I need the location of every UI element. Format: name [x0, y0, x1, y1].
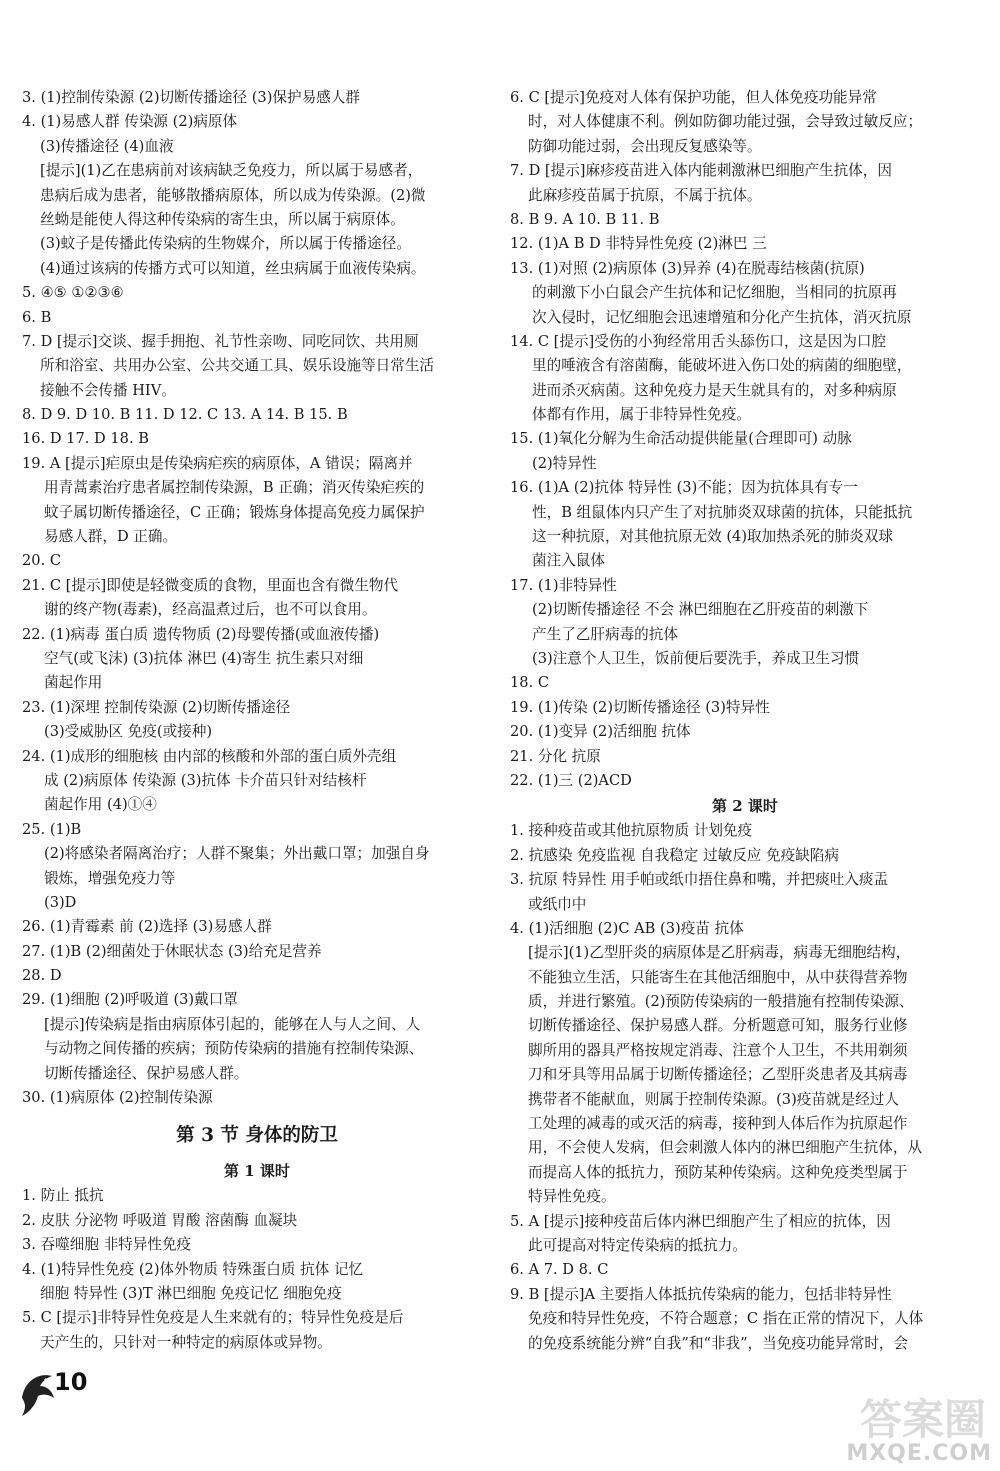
text-line: 特异性免疫。	[528, 1188, 616, 1206]
text-line: 21. 分化 抗原	[510, 747, 601, 765]
text-line: 1. 接种疫苗或其他抗原物质 计划免疫	[510, 822, 753, 840]
text-line: 所和浴室、共用办公室、公共交通工具、娱乐设施等日常生活	[40, 357, 435, 375]
text-line: 菌起作用 (4)①④	[44, 796, 157, 814]
text-line: [提示](1)乙在患病前对该病缺乏免疫力，所以属于易感者，	[40, 162, 423, 180]
text-line: 28. D	[22, 967, 62, 985]
text-line: 用，不会使人发病，但会刺激人体内的淋巴细胞产生抗体，从	[528, 1139, 923, 1157]
text-line: 或纸巾中	[528, 895, 587, 913]
text-line: 8. B 9. A 10. B 11. B	[510, 210, 660, 228]
text-line: 接触不会传播 HIV。	[40, 381, 176, 399]
text-line: 22. (1)病毒 蛋白质 遗传物质 (2)母婴传播(或血液传播)	[22, 625, 380, 643]
text-line: 产生了乙肝病毒的抗体	[532, 625, 678, 643]
text-line: 脚所用的器具严格按规定消毒、注意个人卫生，不共用剃须	[528, 1041, 908, 1059]
text-line: 进而杀灭病菌。这种免疫力是天生就具有的，对多种病原	[532, 381, 897, 399]
text-line: 菌起作用	[44, 674, 103, 692]
lesson-heading: 第 1 课时	[224, 1162, 290, 1181]
text-line: 里的唾液含有溶菌酶，能破坏进入伤口处的病菌的细胞壁，	[532, 357, 912, 375]
text-line: 27. (1)B (2)细菌处于休眠状态 (3)给充足营养	[22, 942, 322, 960]
text-line: 2. 抗感染 免疫监视 自我稳定 过敏反应 免疫缺陷病	[510, 846, 839, 864]
text-line: 防御功能过弱，会出现反复感染等。	[528, 137, 762, 155]
text-line: 23. (1)深埋 控制传染源 (2)切断传播途径	[22, 698, 291, 716]
text-line: 24. (1)成形的细胞核 由内部的核酸和外部的蛋白质外壳组	[22, 747, 397, 765]
text-line: 25. (1)B	[22, 820, 82, 838]
text-line: 15. (1)氧化分解为生命活动提供能量(合理即可) 动脉	[510, 430, 852, 448]
text-line: 天产生的，只针对一种特定的病原体或异物。	[40, 1333, 332, 1351]
text-line: [提示](1)乙型肝炎的病原体是乙肝病毒，病毒无细胞结构，	[528, 944, 911, 962]
text-line: 20. (1)变异 (2)活细胞 抗体	[510, 723, 691, 741]
text-line: 4. (1)活细胞 (2)C AB (3)疫苗 抗体	[510, 919, 744, 937]
text-line: 时，对人体健康不利。例如防御功能过强，会导致过敏反应；	[528, 113, 923, 131]
text-line: 4. (1)易感人群 传染源 (2)病原体	[22, 113, 238, 131]
text-line: 6. A 7. D 8. C	[510, 1261, 609, 1279]
text-line: 菌注入鼠体	[532, 552, 605, 570]
text-line: 19. A [提示]疟原虫是传染病疟疾的病原体，A 错误；隔离并	[22, 454, 413, 472]
right-column	[510, 86, 980, 1356]
text-line: (3)受威胁区 免疫(或接种)	[44, 723, 213, 741]
text-line: 14. C [提示]受伤的小狗经常用舌头舔伤口，这是因为口腔	[510, 332, 887, 350]
text-line: 7. D [提示]交谈、握手拥抱、礼节性亲吻、同吃同饮、共用厕	[22, 332, 419, 350]
text-line: 21. C [提示]即使是轻微变质的食物，里面也含有微生物代	[22, 576, 399, 594]
text-line: 不能独立生活，只能寄生在其他活细胞中，从中获得营养物	[528, 968, 908, 986]
text-line: (3)蚊子是传播此传染病的生物媒介，所以属于传播途径。	[40, 235, 411, 253]
text-line: 5. C [提示]非特异性免疫是人生来就有的；特异性免疫是后	[22, 1309, 404, 1327]
text-line: (2)特异性	[532, 454, 597, 472]
text-line: [提示]传染病是指由病原体引起的，能够在人与人之间、人	[44, 1015, 421, 1033]
watermark-url: MXQE.COM	[846, 1441, 992, 1466]
text-line: 的免疫系统能分辨“自我”和“非我”，当免疫功能异常时，会	[528, 1334, 909, 1352]
text-line: (3)注意个人卫生，饭前便后要洗手，养成卫生习惯	[532, 649, 860, 667]
text-line: 7. D [提示]麻疹疫苗进入体内能刺激淋巴细胞产生抗体，因	[510, 162, 892, 180]
text-line: (2)切断传播途径 不会 淋巴细胞在乙肝疫苗的刺激下	[532, 601, 869, 619]
watermark-logo	[800, 1385, 1000, 1470]
text-line: (2)将感染者隔离治疗；人群不聚集；外出戴口罩；加强自身	[44, 845, 430, 863]
text-line: 3. (1)控制传染源 (2)切断传播途径 (3)保护易感人群	[22, 89, 360, 106]
text-line: 患病后成为患者，能够散播病原体，所以成为传染源。(2)微	[40, 186, 426, 204]
text-line: 18. C	[510, 674, 550, 692]
text-line: 5. ④⑤ ①②③⑥	[22, 284, 124, 302]
text-line: 质，并进行繁殖。(2)预防传染病的一般措施有控制传染源、	[528, 993, 914, 1011]
text-line: 性，B 组鼠体内只产生了对抗肺炎双球菌的抗体，只能抵抗	[532, 503, 913, 521]
text-line: 16. (1)A (2)抗体 特异性 (3)不能；因为抗体具有专一	[510, 479, 858, 497]
text-line: 22. (1)三 (2)ACD	[510, 771, 632, 789]
lesson-heading: 第 2 课时	[712, 797, 778, 816]
text-line: 这一种抗原，对其他抗原无效 (4)取加热杀死的肺炎双球	[532, 528, 893, 546]
text-line: 此可提高对特定传染病的抵抗力。	[528, 1236, 747, 1254]
text-line: 切断传播途径、保护易感人群。	[44, 1064, 249, 1082]
text-line: 次入侵时，记忆细胞会迅速增殖和分化产生抗体，消灭抗原	[532, 308, 912, 326]
text-line: 30. (1)病原体 (2)控制传染源	[22, 1089, 213, 1107]
text-line: 1. 防止 抵抗	[22, 1187, 104, 1205]
text-line: 3. 吞噬细胞 非特异性免疫	[22, 1236, 192, 1254]
left-column	[22, 86, 492, 1355]
text-line: 携带者不能献血，则属于控制传染源。(3)疫苗就是经过人	[528, 1090, 899, 1108]
text-line: 切断传播途径、保护易感人群。分析题意可知，服务行业修	[528, 1017, 908, 1035]
section-heading: 第 3 节 身体的防卫	[176, 1125, 338, 1147]
text-line: 谢的终产物(毒素)，经高温煮过后，也不可以食用。	[44, 601, 377, 619]
text-line: (3)传播途径 (4)血液	[40, 137, 174, 155]
text-line: 空气(或飞沫) (3)抗体 淋巴 (4)寄生 抗生素只对细	[44, 649, 364, 667]
text-line: 易感人群，D 正确。	[44, 528, 178, 546]
text-line: 17. (1)非特异性	[510, 576, 617, 594]
text-line: 3. 抗原 特异性 用手帕或纸巾捂住鼻和嘴，并把痰吐入痰盂	[510, 871, 889, 889]
text-line: 而提高人体的抵抗力，预防某种传染病。这种免疫类型属于	[528, 1163, 908, 1181]
text-line: 蚊子属切断传播途径，C 正确；锻炼身体提高免疫力属保护	[44, 503, 425, 521]
text-line: 26. (1)青霉素 前 (2)选择 (3)易感人群	[22, 918, 272, 936]
text-line: 工处理的减毒的或灭活的病毒，接种到人体后作为抗原起作	[528, 1115, 908, 1133]
text-line: (4)通过该病的传播方式可以知道，丝虫病属于血液传染病。	[40, 259, 426, 277]
text-line: 9. B [提示]A 主要指人体抵抗传染病的能力，包括非特异性	[510, 1285, 892, 1303]
text-line: 8. D 9. D 10. B 11. D 12. C 13. A 14. B 15. B	[22, 406, 348, 424]
text-line: 20. C	[22, 552, 62, 570]
text-line: 的刺激下小白鼠会产生抗体和记忆细胞，当相同的抗原再	[532, 284, 897, 302]
text-line: 13. (1)对照 (2)病原体 (3)异养 (4)在脱毒结核菌(抗原)	[510, 259, 865, 277]
text-line: 用青蒿素治疗患者属控制传染源，B 正确；消灭传染疟疾的	[44, 479, 425, 497]
text-line: 12. (1)A B D 非特异性免疫 (2)淋巴 三	[510, 235, 767, 253]
text-line: 6. B	[22, 308, 52, 326]
text-line: 成 (2)病原体 传染源 (3)抗体 卡介苗只针对结核杆	[44, 771, 367, 789]
text-line: 锻炼，增强免疫力等	[44, 869, 176, 887]
text-line: 此麻疹疫苗属于抗原，不属于抗体。	[528, 186, 762, 204]
text-line: 刀和牙具等用品属于切断传播途径；乙型肝炎患者及其病毒	[528, 1066, 908, 1084]
text-line: 16. D 17. D 18. B	[22, 430, 149, 448]
text-line: 6. C [提示]免疫对人体有保护功能，但人体免疫功能异常	[510, 89, 877, 106]
text-line: (3)D	[44, 893, 77, 911]
text-line: 免疫和特异性免疫，不符合题意；C 指在正常的情况下，人体	[528, 1310, 924, 1328]
text-line: 5. A [提示]接种疫苗后体内淋巴细胞产生了相应的抗体，因	[510, 1212, 891, 1230]
text-line: 体都有作用，属于非特异性免疫。	[532, 406, 751, 424]
watermark-title: 答案圈	[859, 1395, 986, 1444]
text-line: 19. (1)传染 (2)切断传播途径 (3)特异性	[510, 698, 770, 716]
text-line: 2. 皮肤 分泌物 呼吸道 胃酸 溶菌酶 血凝块	[22, 1211, 298, 1229]
page-number: 10	[54, 1368, 88, 1396]
page-footer	[16, 1364, 96, 1424]
text-line: 细胞 特异性 (3)T 淋巴细胞 免疫记忆 细胞免疫	[40, 1284, 342, 1302]
text-line: 丝蚴是能使人得这种传染病的寄生虫，所以属于病原体。	[40, 210, 405, 228]
text-line: 4. (1)特异性免疫 (2)体外物质 特殊蛋白质 抗体 记忆	[22, 1260, 364, 1278]
text-line: 29. (1)细胞 (2)呼吸道 (3)戴口罩	[22, 991, 238, 1009]
text-line: 与动物之间传播的疾病；预防传染病的措施有控制传染源、	[44, 1040, 424, 1058]
